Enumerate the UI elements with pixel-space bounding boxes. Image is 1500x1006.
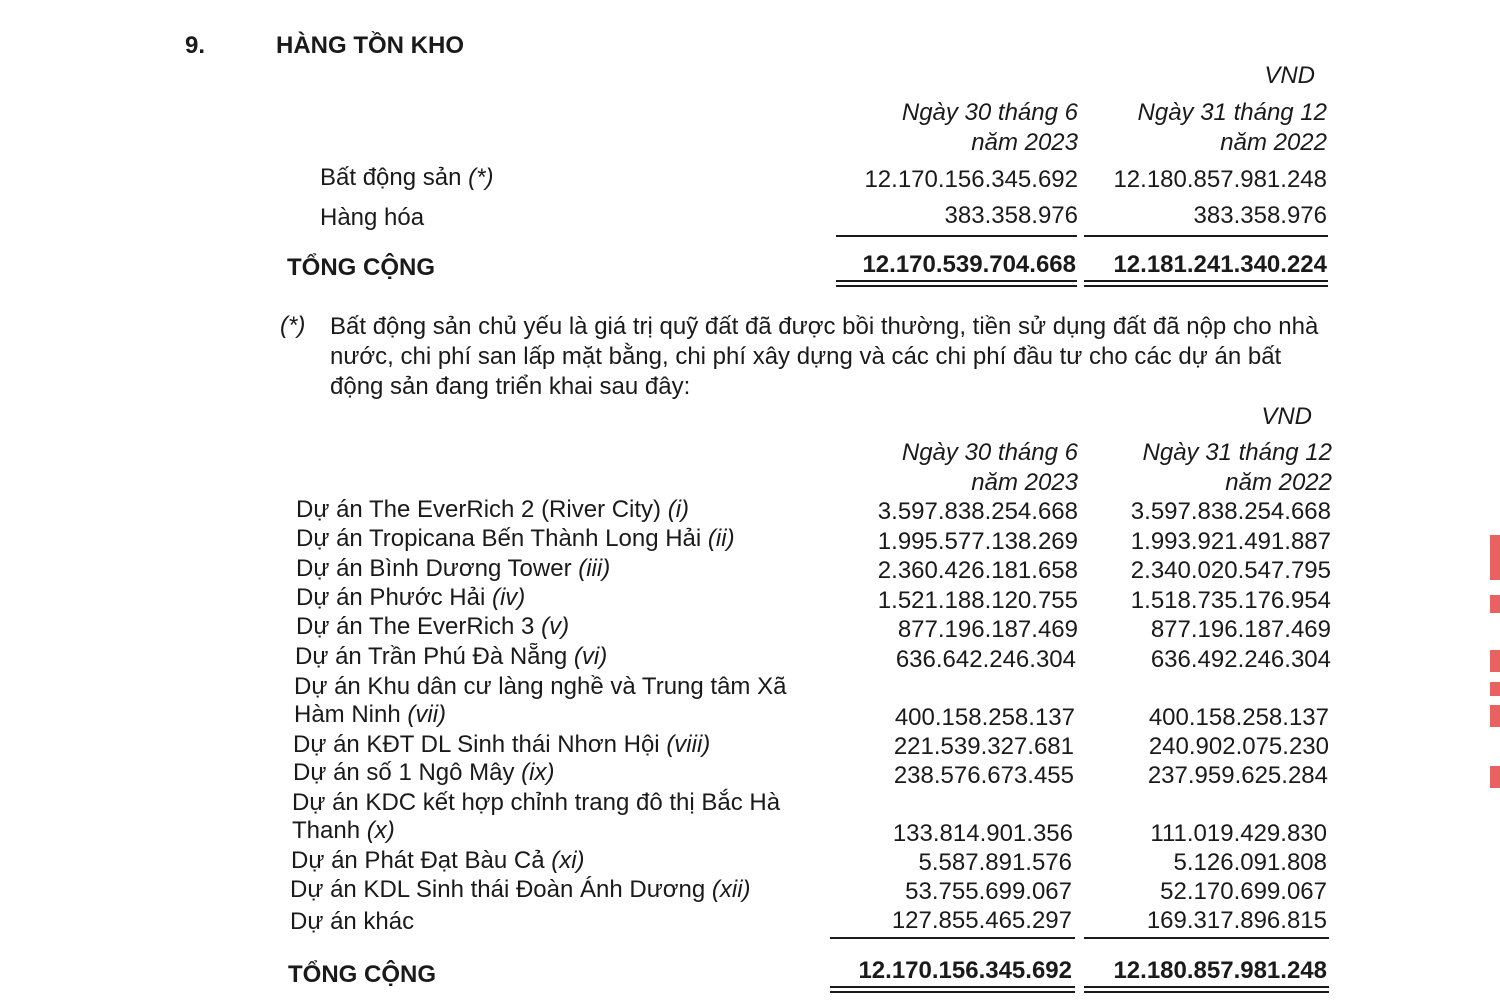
project-value-2023: 53.755.699.067 xyxy=(905,878,1072,905)
project-value-2022: 400.158.258.137 xyxy=(1148,704,1329,731)
project-name: Dự án KĐT DL Sinh thái Nhơn Hội xyxy=(293,731,660,758)
project-value-2023: 1.521.188.120.755 xyxy=(877,587,1078,614)
project-value-2022: 3.597.838.254.668 xyxy=(1130,498,1331,525)
table1-total-label: TỔNG CỘNG xyxy=(287,254,435,281)
project-value-2023: 2.360.426.181.658 xyxy=(877,557,1078,584)
project-name: Dự án The EverRich 3 xyxy=(296,613,535,640)
section-title: HÀNG TỒN KHO xyxy=(276,32,464,59)
red-stamp-mark xyxy=(1490,535,1500,580)
table1-subtotal-rule-col1 xyxy=(836,235,1077,237)
project-value-2022: 1.993.921.491.887 xyxy=(1130,528,1331,555)
project-note: (vii) xyxy=(407,701,447,728)
table1-col2-header-line1: Ngày 31 tháng 12 xyxy=(1137,99,1327,126)
project-note: (ix) xyxy=(521,759,555,786)
table1-total-value-2022: 12.181.241.340.224 xyxy=(1113,251,1327,278)
red-stamp-mark xyxy=(1490,705,1500,727)
project-name: Dự án số 1 Ngô Mây xyxy=(293,759,515,786)
table1-row-value-2022: 12.180.857.981.248 xyxy=(1113,166,1327,193)
red-stamp-mark xyxy=(1490,766,1500,788)
table2-subtotal-rule-col1 xyxy=(830,937,1075,939)
project-value-2022: 240.902.075.230 xyxy=(1148,733,1329,760)
table2-col2-header-line2: năm 2022 xyxy=(1225,469,1332,496)
project-value-2023: 400.158.258.137 xyxy=(894,704,1075,731)
project-value-2023: 1.995.577.138.269 xyxy=(877,528,1078,555)
table2-subtotal-rule-col2 xyxy=(1084,937,1329,939)
table2-total-label: TỔNG CỘNG xyxy=(288,961,436,988)
table1-subtotal-rule-col2 xyxy=(1084,235,1328,237)
project-name: Dự án KDL Sinh thái Đoàn Ánh Dương xyxy=(290,876,706,903)
project-value-2023: 5.587.891.576 xyxy=(918,849,1072,876)
project-row-label-line1: Dự án Khu dân cư làng nghề và Trung tâm Xã xyxy=(294,673,787,700)
project-value-2023: 127.855.465.297 xyxy=(891,907,1072,934)
project-name: Dự án Phước Hải xyxy=(296,584,486,611)
project-value-2022: 237.959.625.284 xyxy=(1147,762,1328,789)
red-stamp-mark xyxy=(1490,595,1500,613)
project-row-label xyxy=(291,847,585,875)
table1-row-label xyxy=(320,164,493,192)
project-note: (vi) xyxy=(573,643,608,670)
table2-currency: VND xyxy=(1261,403,1312,430)
table1-row-value-2023: 383.358.976 xyxy=(944,202,1078,229)
table2-total-value-2022: 12.180.857.981.248 xyxy=(1113,957,1327,984)
project-value-2023: 133.814.901.356 xyxy=(892,820,1073,847)
row-label-text: Bất động sản xyxy=(320,164,462,191)
project-name: Thanh xyxy=(292,817,361,844)
section-number: 9. xyxy=(185,32,206,59)
clipped-previous-line xyxy=(190,0,540,4)
footnote-marker: (*) xyxy=(280,312,306,339)
project-row-label xyxy=(296,555,610,583)
project-value-2022: 52.170.699.067 xyxy=(1160,878,1327,905)
project-name: Hàm Ninh xyxy=(294,701,401,728)
project-value-2022: 5.126.091.808 xyxy=(1173,849,1327,876)
project-row-label xyxy=(294,701,446,729)
project-row-label xyxy=(295,643,607,671)
table2-col1-header-line1: Ngày 30 tháng 6 xyxy=(901,439,1078,466)
project-note: (xi) xyxy=(551,847,585,874)
project-value-2022: 111.019.429.830 xyxy=(1150,820,1327,847)
project-name: Dự án The EverRich 2 (River City) xyxy=(296,496,662,523)
project-value-2022: 636.492.246.304 xyxy=(1150,646,1331,673)
project-row-label xyxy=(292,817,395,845)
project-note: (iv) xyxy=(491,584,526,611)
project-note: (ii) xyxy=(707,525,735,552)
red-stamp-mark xyxy=(1490,682,1500,696)
row-note-marker: (*) xyxy=(468,164,494,191)
project-value-2022: 1.518.735.176.954 xyxy=(1130,587,1331,614)
table1-row-label: Hàng hóa xyxy=(320,204,425,231)
project-name: Dự án Tropicana Bến Thành Long Hải xyxy=(296,525,702,552)
project-row-label: Dự án khác xyxy=(290,908,415,935)
table1-total-double-rule-col1 xyxy=(836,280,1077,287)
table2-col2-header-line1: Ngày 31 tháng 12 xyxy=(1142,439,1332,466)
project-row-label xyxy=(293,759,555,787)
table2-total-double-rule-col1 xyxy=(830,986,1075,993)
project-value-2022: 877.196.187.469 xyxy=(1150,616,1331,643)
project-note: (v) xyxy=(541,613,570,640)
project-value-2023: 238.576.673.455 xyxy=(893,762,1074,789)
red-stamp-mark xyxy=(1490,650,1500,672)
project-row-label xyxy=(293,731,710,759)
project-note: (i) xyxy=(667,496,690,523)
project-row-label xyxy=(290,876,751,904)
project-name: Dự án Bình Dương Tower xyxy=(296,555,572,582)
project-value-2023: 221.539.327.681 xyxy=(893,733,1074,760)
table1-currency: VND xyxy=(1264,62,1315,89)
table1-col2-header-line2: năm 2022 xyxy=(1220,129,1327,156)
project-name: Dự án Trần Phú Đà Nẵng xyxy=(295,643,568,670)
table1-total-value-2023: 12.170.539.704.668 xyxy=(862,251,1076,278)
project-value-2023: 877.196.187.469 xyxy=(897,616,1078,643)
project-note: (viii) xyxy=(666,731,711,758)
table1-col1-header-line1: Ngày 30 tháng 6 xyxy=(901,99,1078,126)
table2-col1-header-line2: năm 2023 xyxy=(971,469,1078,496)
project-note: (x) xyxy=(366,817,395,844)
project-row-label xyxy=(296,496,689,524)
project-row-label xyxy=(296,613,569,641)
project-value-2023: 3.597.838.254.668 xyxy=(877,498,1078,525)
footnote-text: Bất động sản chủ yếu là giá trị quỹ đất đã được bồi thường, tiền sử dụng đất đã nộp cho nhà nước, chi phí san lấp mặt bằng, chi phí xây dựng và các chi phí đầu tư cho các dự án bất động sản đang triển khai sau đây: xyxy=(330,313,1319,400)
table2-total-double-rule-col2 xyxy=(1084,986,1329,993)
table1-row-value-2023: 12.170.156.345.692 xyxy=(864,166,1078,193)
table1-col1-header-line2: năm 2023 xyxy=(971,129,1078,156)
project-note: (iii) xyxy=(578,555,611,582)
project-row-label xyxy=(296,525,735,553)
project-row-label-line1: Dự án KDC kết hợp chỉnh trang đô thị Bắc Hà xyxy=(292,789,781,816)
table1-total-double-rule-col2 xyxy=(1084,280,1328,287)
table2-total-value-2023: 12.170.156.345.692 xyxy=(858,957,1072,984)
table1-row-value-2022: 383.358.976 xyxy=(1193,202,1327,229)
project-value-2022: 2.340.020.547.795 xyxy=(1130,557,1331,584)
project-name: Dự án Phát Đạt Bàu Cả xyxy=(291,847,545,874)
project-note: (xii) xyxy=(711,876,751,903)
project-row-label xyxy=(296,584,525,612)
project-value-2022: 169.317.896.815 xyxy=(1146,907,1327,934)
project-value-2023: 636.642.246.304 xyxy=(895,646,1076,673)
